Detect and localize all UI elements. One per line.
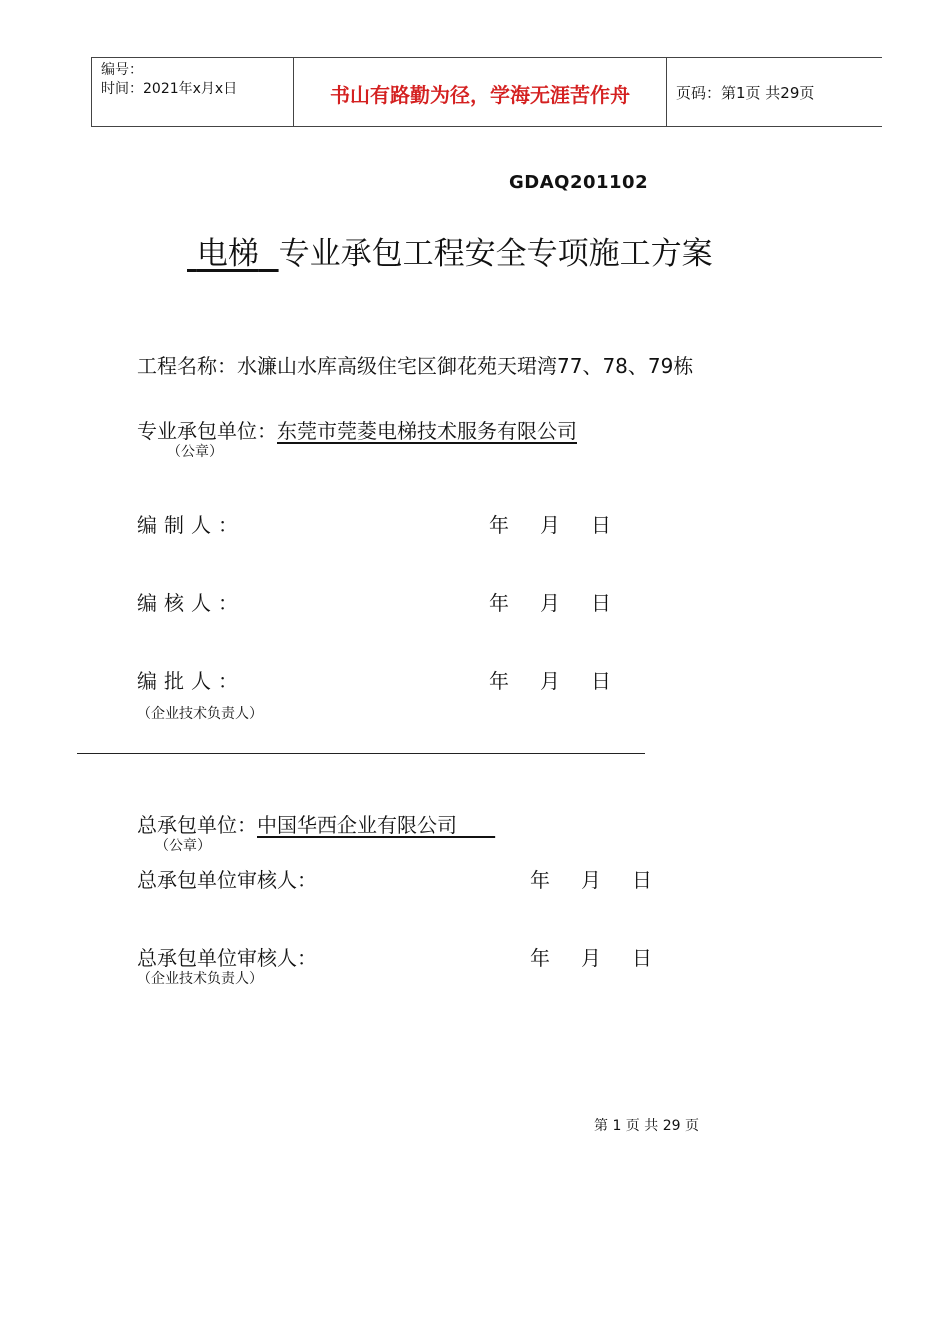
header-motto-cell (294, 58, 667, 126)
header-meta-cell (92, 58, 294, 126)
title-main-part: 专业承包工程安全专项施工方案 (278, 236, 713, 272)
reviewer-2-month: 月 (581, 946, 601, 970)
general-contractor-value: 中国华西企业有限公司 (257, 813, 457, 837)
contractor-row (137, 415, 577, 444)
checker-day: 日 (591, 591, 611, 615)
checker-label: 编核人： (137, 591, 245, 615)
approver-day: 日 (591, 669, 611, 693)
reviewer-2-label: 总承包单位审核人： (137, 946, 317, 970)
reviewer-1-day: 日 (632, 868, 652, 892)
motto-text: 书山有路勤为径，学海无涯苦作舟 (330, 83, 630, 107)
contractor-value: 东莞市莞菱电梯技术服务有限公司 (277, 419, 577, 443)
project-name-value: 水濂山水库高级住宅区御花苑天珺湾77、78、79栋 (237, 354, 694, 378)
section-divider (77, 753, 645, 754)
header-page-cell (667, 58, 882, 126)
approver-tech-lead-note: （企业技术负责人） (137, 706, 263, 722)
contractor-label: 专业承包单位： (137, 419, 277, 443)
number-label: 编号： (101, 62, 143, 78)
document-code: GDAQ201102 (509, 172, 649, 193)
page-label: 页码：第1页 共29页 (676, 84, 815, 102)
approver-label: 编批人： (137, 669, 245, 693)
reviewer-2-tech-lead-note: （企业技术负责人） (137, 971, 263, 987)
approver-year: 年 (489, 669, 509, 693)
title-underlined-part: 电梯 (196, 236, 259, 272)
compiler-label: 编制人： (137, 513, 245, 537)
approver-month: 月 (540, 669, 560, 693)
reviewer-2-day: 日 (632, 946, 652, 970)
checker-month: 月 (540, 591, 560, 615)
footer-page-number: 第 1 页 共 29 页 (594, 1118, 699, 1134)
checker-year: 年 (489, 591, 509, 615)
general-contractor-seal-note: （公章） (155, 838, 211, 854)
reviewer-1-year: 年 (530, 868, 550, 892)
reviewer-2-year: 年 (530, 946, 550, 970)
reviewer-1-month: 月 (581, 868, 601, 892)
contractor-seal-note: （公章） (167, 444, 223, 460)
header-table (91, 57, 882, 127)
general-contractor-row (137, 809, 495, 838)
project-name-label: 工程名称： (137, 354, 237, 378)
time-label: 时间：2021年x月x日 (101, 81, 238, 97)
reviewer-1-label: 总承包单位审核人： (137, 868, 317, 892)
compiler-day: 日 (591, 513, 611, 537)
general-contractor-label: 总承包单位： (137, 813, 257, 837)
project-name-row (137, 350, 693, 379)
page-title (187, 228, 713, 273)
compiler-year: 年 (489, 513, 509, 537)
compiler-month: 月 (540, 513, 560, 537)
